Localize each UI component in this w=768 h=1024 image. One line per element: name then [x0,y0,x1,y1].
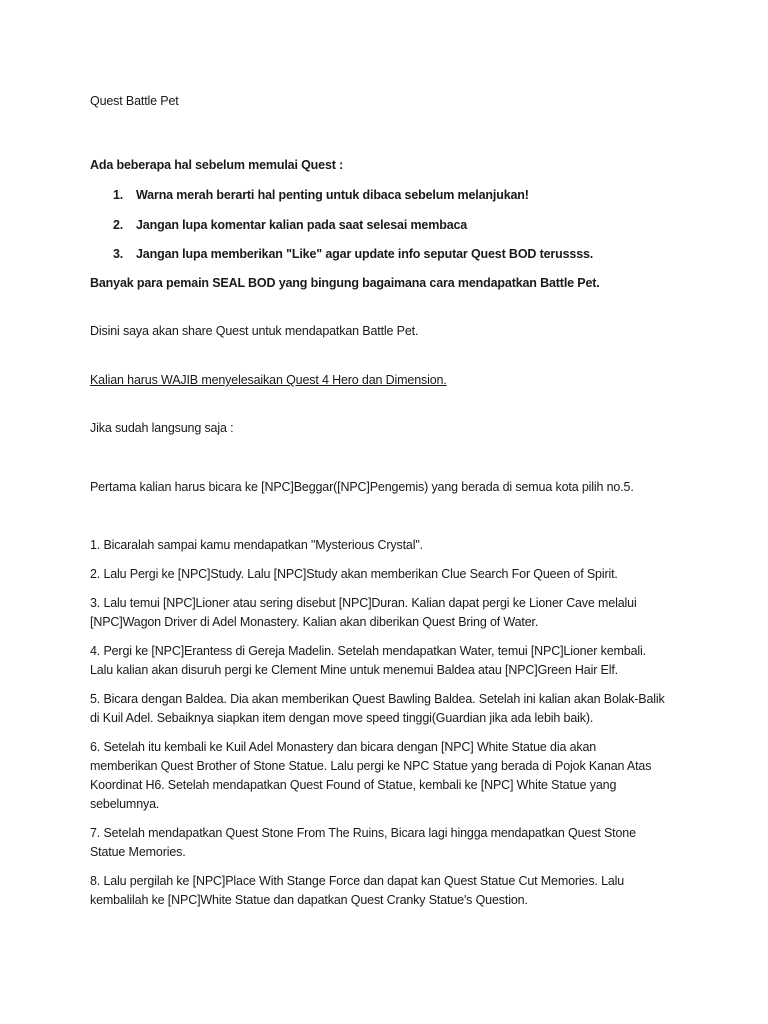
step-paragraph [90,690,690,728]
rule-item [113,218,467,232]
step-line: Koordinat H6. Setelah mendapatkan Quest Found of Statue, kembali ke [NPC] White Statue yang [90,778,617,792]
requirement-text: Kalian harus WAJIB menyelesaikan Quest 4 Hero dan Dimension. [90,373,447,387]
step-line: 1. Bicaralah sampai kamu mendapatkan "Mysterious Crystal". [90,538,423,552]
step-line: sebelumnya. [90,797,160,811]
step-line: 7. Setelah mendapatkan Quest Stone From The Ruins, Bicara lagi hingga mendapatkan Quest Stone [90,826,636,840]
rule-item [113,247,593,261]
step-paragraph [90,565,690,584]
document-title: Quest Battle Pet [90,94,179,108]
rule-text: Warna merah berarti hal penting untuk dibaca sebelum melanjukan! [136,188,529,202]
step-line: memberikan Quest Brother of Stone Statue. Lalu pergi ke NPC Statue yang berada di Pojok Kanan Atas [90,759,652,773]
rule-number: 1. [113,188,124,202]
rule-number: 3. [113,247,124,261]
step-line: [NPC]Wagon Driver di Adel Monastery. Kalian akan diberikan Quest Bring of Water. [90,615,539,629]
share-text: Disini saya akan share Quest untuk mendapatkan Battle Pet. [90,324,419,338]
step-line: di Kuil Adel. Sebaiknya siapkan item dengan move speed tinggi(Guardian jika ada lebih baik). [90,711,594,725]
step-line: 2. Lalu Pergi ke [NPC]Study. Lalu [NPC]Study akan memberikan Clue Search For Queen of Spirit. [90,567,618,581]
step-line: Statue Memories. [90,845,186,859]
rule-number: 2. [113,218,124,232]
step-paragraph [90,738,690,814]
step-line: 5. Bicara dengan Baldea. Dia akan memberikan Quest Bawling Baldea. Setelah ini kalian akan Bolak-Balik [90,692,665,706]
rule-text: Jangan lupa memberikan "Like" agar update info seputar Quest BOD terussss. [136,247,594,261]
rule-item [113,188,529,202]
rule-text: Jangan lupa komentar kalian pada saat selesai membaca [136,218,468,232]
step-line: 6. Setelah itu kembali ke Kuil Adel Monastery dan bicara dengan [NPC] White Statue dia akan [90,740,597,754]
banner-text: Banyak para pemain SEAL BOD yang bingung bagaimana cara mendapatkan Battle Pet. [90,276,600,290]
step-line: 4. Pergi ke [NPC]Erantess di Gereja Madelin. Setelah mendapatkan Water, temui [NPC]Lioner kembali. [90,644,646,658]
first-step-text: Pertama kalian harus bicara ke [NPC]Beggar([NPC]Pengemis) yang berada di semua kota pilih no.5. [90,480,634,494]
step-line: Lalu kalian akan disuruh pergi ke Clement Mine untuk menemui Baldea atau [NPC]Green Hair Elf. [90,663,618,677]
step-paragraph [90,824,690,862]
step-line: kembalilah ke [NPC]White Statue dan dapatkan Quest Cranky Statue's Question. [90,893,528,907]
intro-text: Ada beberapa hal sebelum memulai Quest : [90,158,344,172]
ready-text: Jika sudah langsung saja : [90,421,234,435]
step-paragraph [90,642,690,680]
step-paragraph [90,872,690,910]
step-paragraph [90,594,690,632]
step-line: 3. Lalu temui [NPC]Lioner atau sering disebut [NPC]Duran. Kalian dapat pergi ke Lioner Cave melalui [90,596,637,610]
step-paragraph [90,536,690,555]
step-line: 8. Lalu pergilah ke [NPC]Place With Stange Force dan dapat kan Quest Statue Cut Memories. Lalu [90,874,625,888]
